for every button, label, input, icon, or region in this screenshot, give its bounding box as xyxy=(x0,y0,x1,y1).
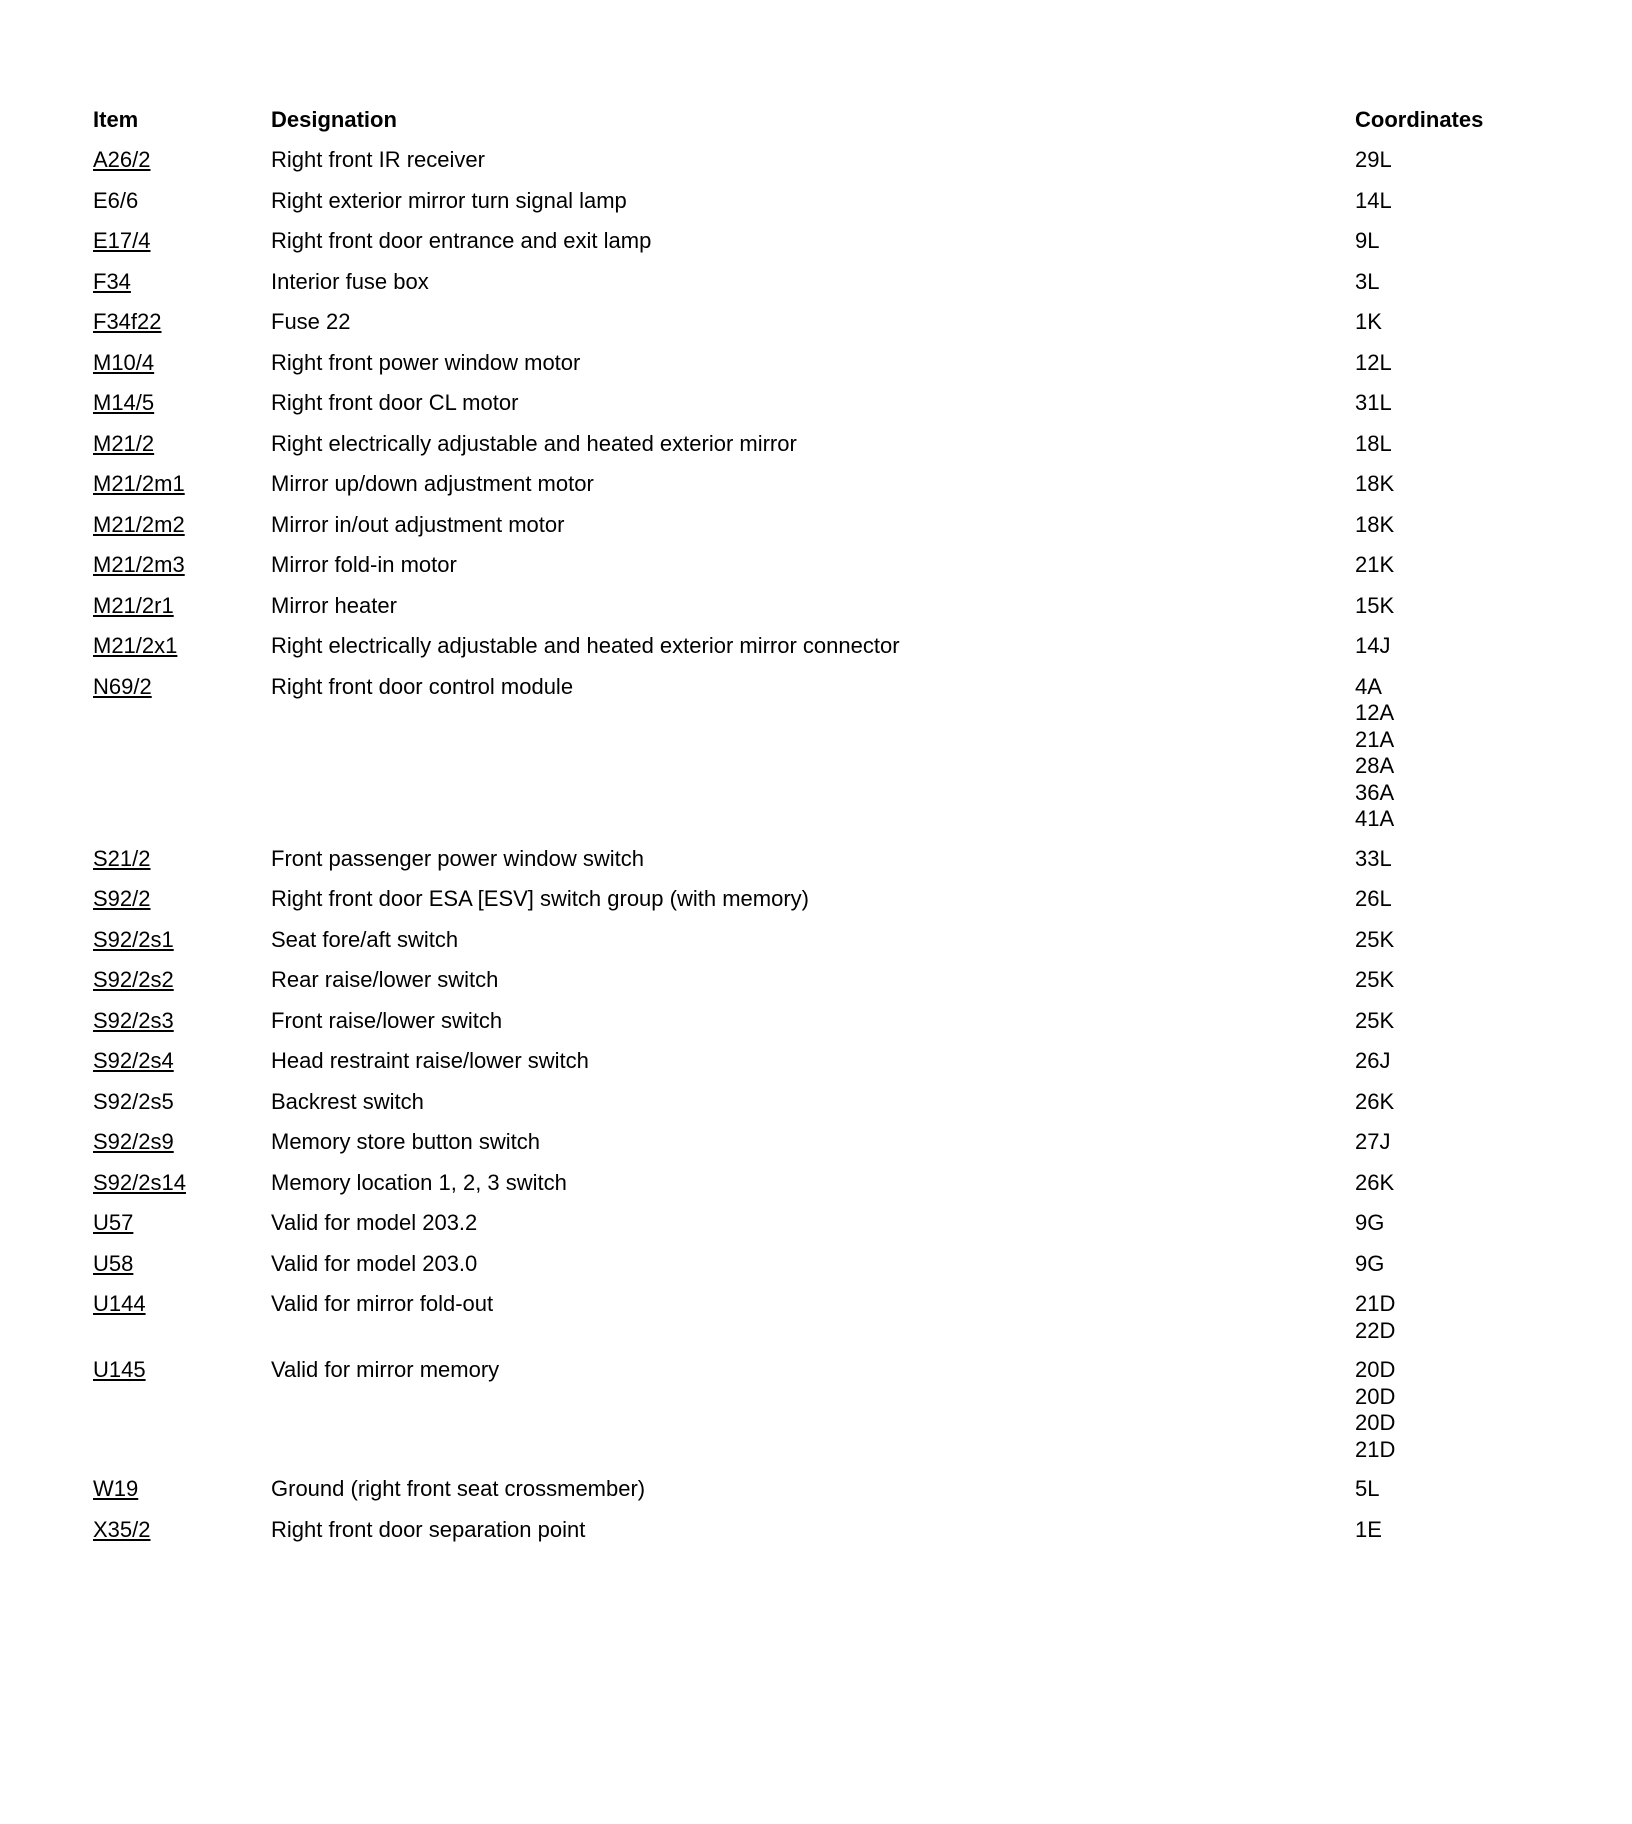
table-row xyxy=(93,1041,1513,1082)
item-link[interactable]: S92/2s4 xyxy=(93,1048,174,1073)
table-row xyxy=(93,545,1513,586)
coordinates-cell xyxy=(1355,505,1513,539)
table-row xyxy=(93,383,1513,424)
coordinate-value: 14J xyxy=(1355,633,1391,658)
coordinates-cell xyxy=(1355,626,1513,660)
designation-cell: Right front door control module xyxy=(271,673,574,699)
coordinates-cell xyxy=(1355,1001,1513,1035)
header-coordinates: Coordinates xyxy=(1355,107,1484,132)
table-row xyxy=(93,464,1513,505)
item-link[interactable]: M14/5 xyxy=(93,390,155,415)
coordinates-cell xyxy=(1355,1244,1513,1278)
designation-cell: Memory store button switch xyxy=(271,1129,540,1154)
designation-cell: Memory location 1, 2, 3 switch xyxy=(271,1169,567,1195)
coordinates-cell xyxy=(1355,1082,1513,1116)
designation-cell: Right exterior mirror turn signal lamp xyxy=(271,187,627,213)
coordinates-cell xyxy=(1355,1469,1513,1503)
coordinate-value: 18L xyxy=(1355,430,1392,456)
coordinate-value: 5L xyxy=(1355,1476,1380,1501)
item-cell xyxy=(93,383,271,417)
item-link[interactable]: S92/2s14 xyxy=(93,1169,186,1195)
table-row xyxy=(93,424,1513,465)
table-row xyxy=(93,505,1513,546)
item-cell xyxy=(93,1001,271,1035)
designation-cell: Mirror heater xyxy=(271,592,397,618)
table-row xyxy=(93,586,1513,627)
table-row xyxy=(93,1001,1513,1042)
coordinate-value: 28A xyxy=(1355,753,1395,778)
item-cell xyxy=(93,1203,271,1237)
item-link[interactable]: M21/2r1 xyxy=(93,592,174,618)
item-link[interactable]: N69/2 xyxy=(93,673,152,699)
item-link[interactable]: F34 xyxy=(93,268,131,294)
item-link[interactable]: M10/4 xyxy=(93,349,155,375)
coordinates-cell xyxy=(1355,140,1513,174)
item-link[interactable]: U144 xyxy=(93,1291,146,1316)
coordinate-value: 21D xyxy=(1355,1291,1396,1316)
designation-cell: Backrest switch xyxy=(271,1088,424,1114)
item-link[interactable]: W19 xyxy=(93,1476,139,1501)
coordinates-cell xyxy=(1355,1122,1513,1156)
coordinates-cell xyxy=(1355,424,1513,458)
coordinates-cell xyxy=(1355,1163,1513,1197)
item-cell xyxy=(93,626,271,660)
table-row xyxy=(93,1350,1513,1469)
coordinates-cell xyxy=(1355,1203,1513,1237)
designation-cell: Right front door entrance and exit lamp xyxy=(271,228,652,253)
designation-cell: Seat fore/aft switch xyxy=(271,926,459,952)
item-link[interactable]: S21/2 xyxy=(93,845,151,871)
table-row xyxy=(93,879,1513,920)
item-link[interactable]: M21/2m1 xyxy=(93,471,185,496)
coordinates-cell xyxy=(1355,1350,1513,1463)
coordinate-value: 26K xyxy=(1355,1169,1395,1195)
coordinate-value: 14L xyxy=(1355,187,1392,213)
item-cell xyxy=(93,181,271,215)
coordinate-value: 25K xyxy=(1355,967,1395,992)
coordinate-value: 27J xyxy=(1355,1129,1391,1154)
coordinate-value: 18K xyxy=(1355,511,1395,537)
designation-cell: Right front door separation point xyxy=(271,1516,586,1542)
item-cell xyxy=(93,879,271,913)
item-cell xyxy=(93,545,271,579)
item-cell xyxy=(93,1469,271,1503)
table-row xyxy=(93,667,1513,839)
item-link[interactable]: X35/2 xyxy=(93,1516,151,1542)
coordinate-value: 33L xyxy=(1355,845,1392,871)
item-cell xyxy=(93,302,271,336)
coordinate-value: 9L xyxy=(1355,228,1380,253)
coordinate-value: 36A xyxy=(1355,779,1395,805)
coordinate-value: 26K xyxy=(1355,1088,1395,1114)
item-link[interactable]: S92/2s3 xyxy=(93,1007,174,1033)
item-cell xyxy=(93,140,271,174)
item-cell xyxy=(93,920,271,954)
table-row xyxy=(93,1203,1513,1244)
item-link[interactable]: E17/4 xyxy=(93,228,151,253)
coordinate-value: 26J xyxy=(1355,1048,1391,1073)
item-cell xyxy=(93,667,271,701)
item-code: S92/2s5 xyxy=(93,1088,174,1114)
coordinates-cell xyxy=(1355,1284,1513,1344)
item-link[interactable]: U57 xyxy=(93,1210,134,1235)
designation-cell: Valid for model 203.0 xyxy=(271,1250,478,1276)
coordinate-value: 1K xyxy=(1355,309,1382,334)
coordinates-cell xyxy=(1355,586,1513,620)
item-link[interactable]: U58 xyxy=(93,1250,134,1276)
coordinate-value: 9G xyxy=(1355,1210,1385,1235)
item-link[interactable]: M21/2m3 xyxy=(93,552,185,577)
designation-cell: Head restraint raise/lower switch xyxy=(271,1048,589,1073)
coordinate-value: 9G xyxy=(1355,1250,1385,1276)
coordinates-cell xyxy=(1355,221,1513,255)
coordinates-cell xyxy=(1355,920,1513,954)
designation-cell: Right front door CL motor xyxy=(271,390,519,415)
table-row xyxy=(93,1244,1513,1285)
item-cell xyxy=(93,505,271,539)
coordinate-value: 21K xyxy=(1355,552,1395,577)
coordinates-cell xyxy=(1355,262,1513,296)
designation-cell: Front raise/lower switch xyxy=(271,1007,503,1033)
coordinate-value: 31L xyxy=(1355,390,1392,415)
coordinates-cell xyxy=(1355,667,1513,833)
item-cell xyxy=(93,1041,271,1075)
coordinates-cell xyxy=(1355,1510,1513,1544)
designation-cell: Valid for model 203.2 xyxy=(271,1210,478,1235)
designation-cell: Rear raise/lower switch xyxy=(271,967,499,992)
coordinates-cell xyxy=(1355,383,1513,417)
item-link[interactable]: F34f22 xyxy=(93,309,162,334)
coordinates-cell xyxy=(1355,464,1513,498)
coordinates-cell xyxy=(1355,839,1513,873)
table-row xyxy=(93,1163,1513,1204)
coordinate-value: 3L xyxy=(1355,268,1380,294)
item-cell xyxy=(93,262,271,296)
designation-cell: Right front IR receiver xyxy=(271,147,485,172)
coordinate-value: 41A xyxy=(1355,806,1395,831)
coordinate-value: 29L xyxy=(1355,147,1392,172)
item-cell xyxy=(93,586,271,620)
coordinate-value: 26L xyxy=(1355,886,1392,911)
item-cell xyxy=(93,1082,271,1116)
designation-cell: Valid for mirror fold-out xyxy=(271,1291,494,1316)
item-link[interactable]: S92/2s2 xyxy=(93,967,174,992)
coordinate-value: 1E xyxy=(1355,1516,1382,1542)
table-row xyxy=(93,140,1513,181)
table-row xyxy=(93,1122,1513,1163)
item-link[interactable]: M21/2 xyxy=(93,430,155,456)
table-row xyxy=(93,343,1513,384)
coordinates-cell xyxy=(1355,343,1513,377)
designation-cell: Mirror up/down adjustment motor xyxy=(271,471,594,496)
table-row xyxy=(93,1510,1513,1551)
table-row xyxy=(93,1469,1513,1510)
coordinate-value: 18K xyxy=(1355,471,1395,496)
header-item: Item xyxy=(93,107,139,132)
table-row xyxy=(93,221,1513,262)
coordinate-value: 20D xyxy=(1355,1357,1396,1382)
coordinate-value: 20D xyxy=(1355,1383,1396,1409)
item-cell xyxy=(93,1510,271,1544)
item-cell xyxy=(93,1122,271,1156)
designation-cell: Mirror fold-in motor xyxy=(271,552,457,577)
coordinate-value: 25K xyxy=(1355,1007,1395,1033)
item-cell xyxy=(93,1350,271,1384)
designation-cell: Right front door ESA [ESV] switch group (with memory) xyxy=(271,886,809,911)
designation-cell: Right electrically adjustable and heated exterior mirror xyxy=(271,430,797,456)
designation-cell: Mirror in/out adjustment motor xyxy=(271,511,565,537)
item-cell xyxy=(93,343,271,377)
coordinate-value: 21A xyxy=(1355,726,1395,752)
designation-cell: Ground (right front seat crossmember) xyxy=(271,1476,646,1501)
item-cell xyxy=(93,839,271,873)
coordinate-value: 12A xyxy=(1355,700,1395,725)
header-designation: Designation xyxy=(271,107,397,132)
designation-cell: Right electrically adjustable and heated exterior mirror connector xyxy=(271,633,900,658)
designation-cell: Right front power window motor xyxy=(271,349,581,375)
coordinates-cell xyxy=(1355,879,1513,913)
coordinates-cell xyxy=(1355,545,1513,579)
item-link[interactable]: A26/2 xyxy=(93,147,151,172)
designation-cell: Valid for mirror memory xyxy=(271,1357,500,1382)
item-link[interactable]: U145 xyxy=(93,1357,146,1382)
item-cell xyxy=(93,1284,271,1318)
legend-table xyxy=(93,100,1513,1550)
table-row xyxy=(93,181,1513,222)
item-link[interactable]: S92/2 xyxy=(93,886,151,911)
table-row xyxy=(93,1284,1513,1350)
item-cell xyxy=(93,424,271,458)
coordinate-value: 22D xyxy=(1355,1317,1396,1343)
coordinates-cell xyxy=(1355,302,1513,336)
coordinates-cell xyxy=(1355,181,1513,215)
item-code: E6/6 xyxy=(93,187,139,213)
coordinate-value: 20D xyxy=(1355,1410,1396,1435)
item-cell xyxy=(93,960,271,994)
coordinate-value: 4A xyxy=(1355,673,1382,699)
designation-cell: Interior fuse box xyxy=(271,268,429,294)
coordinate-value: 25K xyxy=(1355,926,1395,952)
item-link[interactable]: S92/2s1 xyxy=(93,926,174,952)
table-body xyxy=(93,140,1513,1550)
coordinate-value: 21D xyxy=(1355,1436,1396,1462)
item-link[interactable]: S92/2s9 xyxy=(93,1129,174,1154)
designation-cell: Front passenger power window switch xyxy=(271,845,644,871)
table-row xyxy=(93,1082,1513,1123)
item-cell xyxy=(93,1244,271,1278)
table-row xyxy=(93,920,1513,961)
table-row xyxy=(93,960,1513,1001)
table-row xyxy=(93,626,1513,667)
item-cell xyxy=(93,1163,271,1197)
coordinates-cell xyxy=(1355,960,1513,994)
coordinates-cell xyxy=(1355,1041,1513,1075)
table-row xyxy=(93,262,1513,303)
item-cell xyxy=(93,221,271,255)
coordinate-value: 12L xyxy=(1355,349,1392,375)
coordinate-value: 15K xyxy=(1355,592,1395,618)
table-row xyxy=(93,302,1513,343)
designation-cell: Fuse 22 xyxy=(271,309,351,334)
table-row xyxy=(93,839,1513,880)
item-link[interactable]: M21/2x1 xyxy=(93,633,178,658)
table-header xyxy=(93,100,1513,140)
item-cell xyxy=(93,464,271,498)
item-link[interactable]: M21/2m2 xyxy=(93,511,185,537)
